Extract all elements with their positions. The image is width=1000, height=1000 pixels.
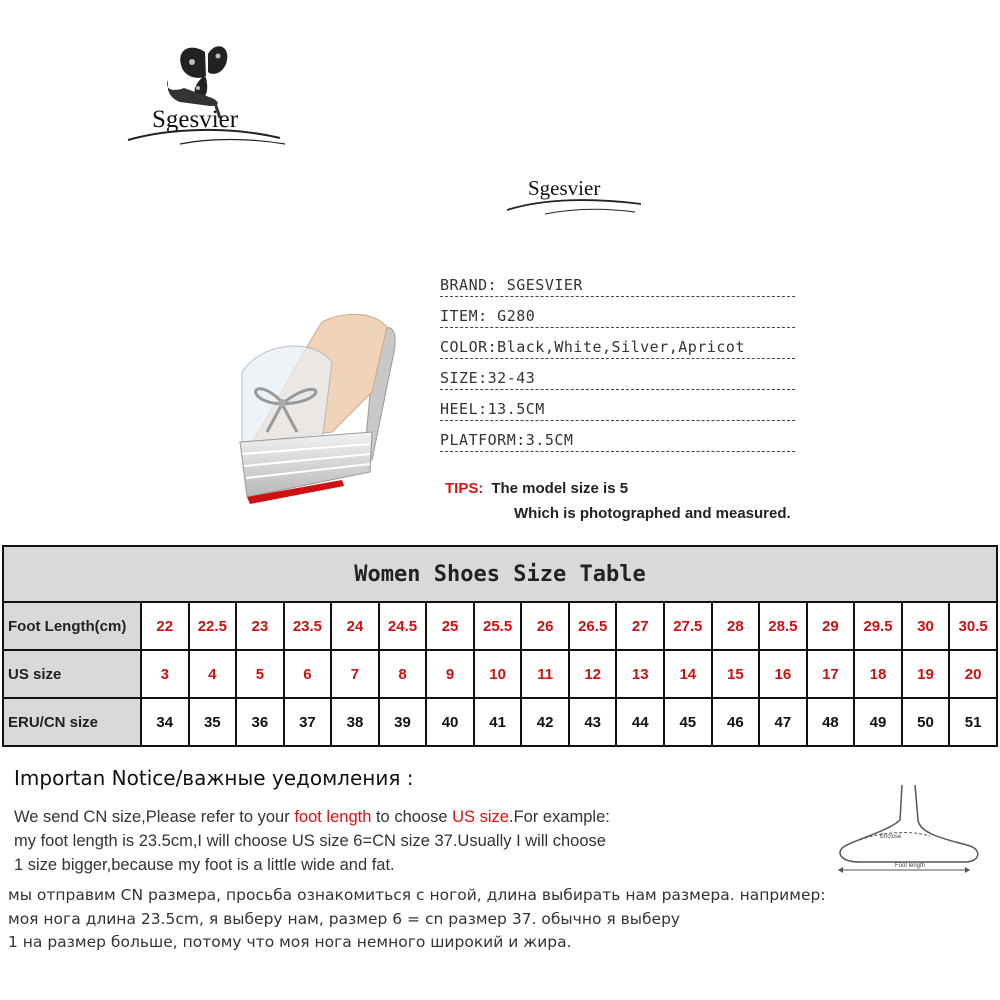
size-table-row — [3, 698, 997, 746]
size-table-cell: 30.5 — [949, 602, 997, 650]
size-table-cell: 14 — [664, 650, 712, 698]
size-table-cell: 24.5 — [379, 602, 427, 650]
spec-item: ITEM: G280 — [440, 297, 795, 328]
size-table-cell: 29 — [807, 602, 855, 650]
notice-ru-line-2: моя нога длина 23.5cm, я выберу нам, размер 6 = cn размер 37. обычно я выберу — [8, 909, 681, 928]
notice-ru-line-3: 1 на размер больше, потому что моя нога немного широкий и жира. — [8, 933, 572, 951]
spec-brand: BRAND: SGESVIER — [440, 266, 795, 297]
size-table-cell: 38 — [331, 698, 379, 746]
notice-line-1: We send CN size,Please refer to your foot length to choose US size.For example: — [14, 808, 610, 826]
foot-label-enclose: Enclose — [880, 834, 902, 840]
size-table-cell: 49 — [854, 698, 902, 746]
size-table-cell: 26 — [521, 602, 569, 650]
size-table-row-header: ERU/CN size — [3, 698, 141, 746]
size-table-cell: 28 — [712, 602, 760, 650]
size-table-cell: 48 — [807, 698, 855, 746]
product-specs — [440, 266, 795, 452]
size-table-cell: 43 — [569, 698, 617, 746]
size-table-title: Women Shoes Size Table — [3, 546, 997, 602]
size-table-cell: 10 — [474, 650, 522, 698]
notice-body-en — [14, 805, 794, 877]
size-table-cell: 24 — [331, 602, 379, 650]
size-table-cell: 13 — [616, 650, 664, 698]
notice-line-3: 1 size bigger,because my foot is a little wide and fat. — [14, 856, 395, 874]
size-table-row-header: US size — [3, 650, 141, 698]
brand-logo-text: Sgesvier — [152, 106, 239, 133]
size-table-cell: 18 — [854, 650, 902, 698]
size-table-cell: 28.5 — [759, 602, 807, 650]
notice-body-ru — [8, 884, 826, 955]
size-table-cell: 27.5 — [664, 602, 712, 650]
size-table — [2, 545, 998, 747]
size-table-cell: 3 — [141, 650, 189, 698]
spec-color: COLOR:Black,White,Silver,Apricot — [440, 328, 795, 359]
foot-measure-diagram — [820, 780, 990, 880]
size-table-cell: 40 — [426, 698, 474, 746]
notice-line-2: my foot length is 23.5cm,I will choose US size 6=CN size 37.Usually I will choose — [14, 832, 606, 850]
size-table-cell: 6 — [284, 650, 332, 698]
size-table-cell: 42 — [521, 698, 569, 746]
size-table-cell: 37 — [284, 698, 332, 746]
tips-line-2: Which is photographed and measured. — [514, 505, 791, 522]
size-table-cell: 19 — [902, 650, 950, 698]
size-table-cell: 22 — [141, 602, 189, 650]
size-table-cell: 25.5 — [474, 602, 522, 650]
size-table-cell: 17 — [807, 650, 855, 698]
size-table-cell: 51 — [949, 698, 997, 746]
size-table-cell: 15 — [712, 650, 760, 698]
size-table-cell: 4 — [189, 650, 237, 698]
size-table-cell: 12 — [569, 650, 617, 698]
tips-label: TIPS: — [445, 480, 484, 497]
size-table-cell: 11 — [521, 650, 569, 698]
size-table-cell: 5 — [236, 650, 284, 698]
size-table-cell: 35 — [189, 698, 237, 746]
notice-ru-line-1: мы отправим CN размера, просьба ознакомиться с ногой, длина выбирать нам размера. например: — [8, 886, 826, 904]
notice-title: Importan Notice/важные уедомления : — [14, 766, 414, 790]
size-table-cell: 30 — [902, 602, 950, 650]
size-table-cell: 27 — [616, 602, 664, 650]
spec-heel: HEEL:13.5CM — [440, 390, 795, 421]
size-table-cell: 34 — [141, 698, 189, 746]
size-table-cell: 45 — [664, 698, 712, 746]
tips — [445, 480, 628, 497]
size-table-cell: 7 — [331, 650, 379, 698]
spec-platform: PLATFORM:3.5CM — [440, 421, 795, 452]
size-table-cell: 20 — [949, 650, 997, 698]
size-table-cell: 41 — [474, 698, 522, 746]
size-table-cell: 25 — [426, 602, 474, 650]
size-table-cell: 50 — [902, 698, 950, 746]
brand-logo-text-2: Sgesvier — [528, 176, 601, 200]
tips-line-1: The model size is 5 — [491, 480, 629, 497]
size-table-cell: 26.5 — [569, 602, 617, 650]
size-table-cell: 8 — [379, 650, 427, 698]
size-table-cell: 36 — [236, 698, 284, 746]
size-table-row-header: Foot Length(cm) — [3, 602, 141, 650]
size-table-row — [3, 602, 997, 650]
size-table-cell: 9 — [426, 650, 474, 698]
brand-logo-shoe-butterfly — [120, 40, 290, 160]
size-table-cell: 22.5 — [189, 602, 237, 650]
foot-label-length: Foot length — [895, 863, 926, 869]
size-table-cell: 29.5 — [854, 602, 902, 650]
product-shoe-image — [222, 292, 422, 510]
size-table-cell: 16 — [759, 650, 807, 698]
size-table-cell: 44 — [616, 698, 664, 746]
size-table-cell: 23.5 — [284, 602, 332, 650]
size-table-cell: 46 — [712, 698, 760, 746]
spec-size: SIZE:32-43 — [440, 359, 795, 390]
size-table-row — [3, 650, 997, 698]
size-table-cell: 47 — [759, 698, 807, 746]
size-table-cell: 39 — [379, 698, 427, 746]
size-table-cell: 23 — [236, 602, 284, 650]
